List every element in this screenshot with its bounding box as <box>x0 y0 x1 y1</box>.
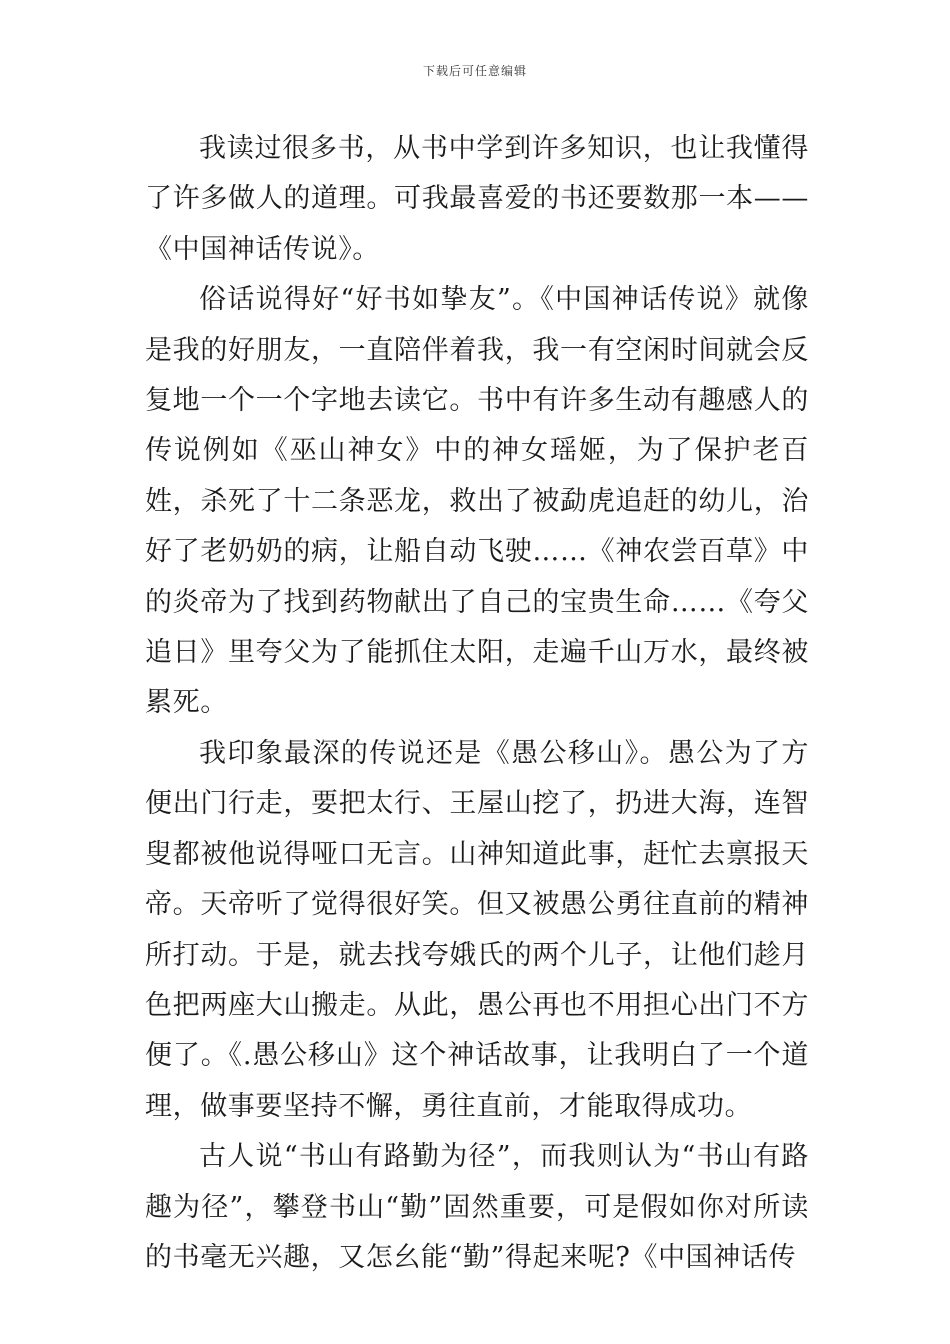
paragraph-3: 我印象最深的传说还是《愚公移山》。愚公为了方便出门行走，要把太行、王屋山挖了，扔进大海，连智叟都被他说得哑口无言。山神知道此事，赶忙去禀报天帝。天帝听了觉得很好笑。但又被愚公勇往直前的精神所打动。于是，就去找夸娥氏的两个儿子，让他们趁月色把两座大山搬走。从此，愚公再也不用担心出门不方便了。《.愚公移山》这个神话故事，让我明白了一个道理，做事要坚持不懈，勇往直前，才能取得成功。 <box>145 737 809 1122</box>
document-body <box>145 124 809 1283</box>
paragraph-1: 我读过很多书，从书中学到许多知识，也让我懂得了许多做人的道理。可我最喜爱的书还要数那一本——《中国神话传说》。 <box>145 133 809 265</box>
paragraph-4: 古人说“书山有路勤为径”，而我则认为“书山有路趣为径”，攀登书山“勤”固然重要，可是假如你对所读的书毫无兴趣，又怎幺能“勤”得起来呢?《中国神话传 <box>145 1141 809 1273</box>
page-header-note: 下载后可任意编辑 <box>422 64 527 78</box>
paragraph-2: 俗话说得好“好书如挚友”。《中国神话传说》就像是我的好朋友，一直陪伴着我，我一有空闲时间就会反复地一个一个字地去读它。书中有许多生动有趣感人的传说例如《巫山神女》中的神女瑶姬，为了保护老百姓，杀死了十二条恶龙，救出了被勐虎追赶的幼儿，治好了老奶奶的病，让船自动飞驶……《神农尝百草》中的炎帝为了找到药物献出了自己的宝贵生命……《夸父追日》里夸父为了能抓住太阳，走遍千山万水，最终被累死。 <box>145 284 809 719</box>
